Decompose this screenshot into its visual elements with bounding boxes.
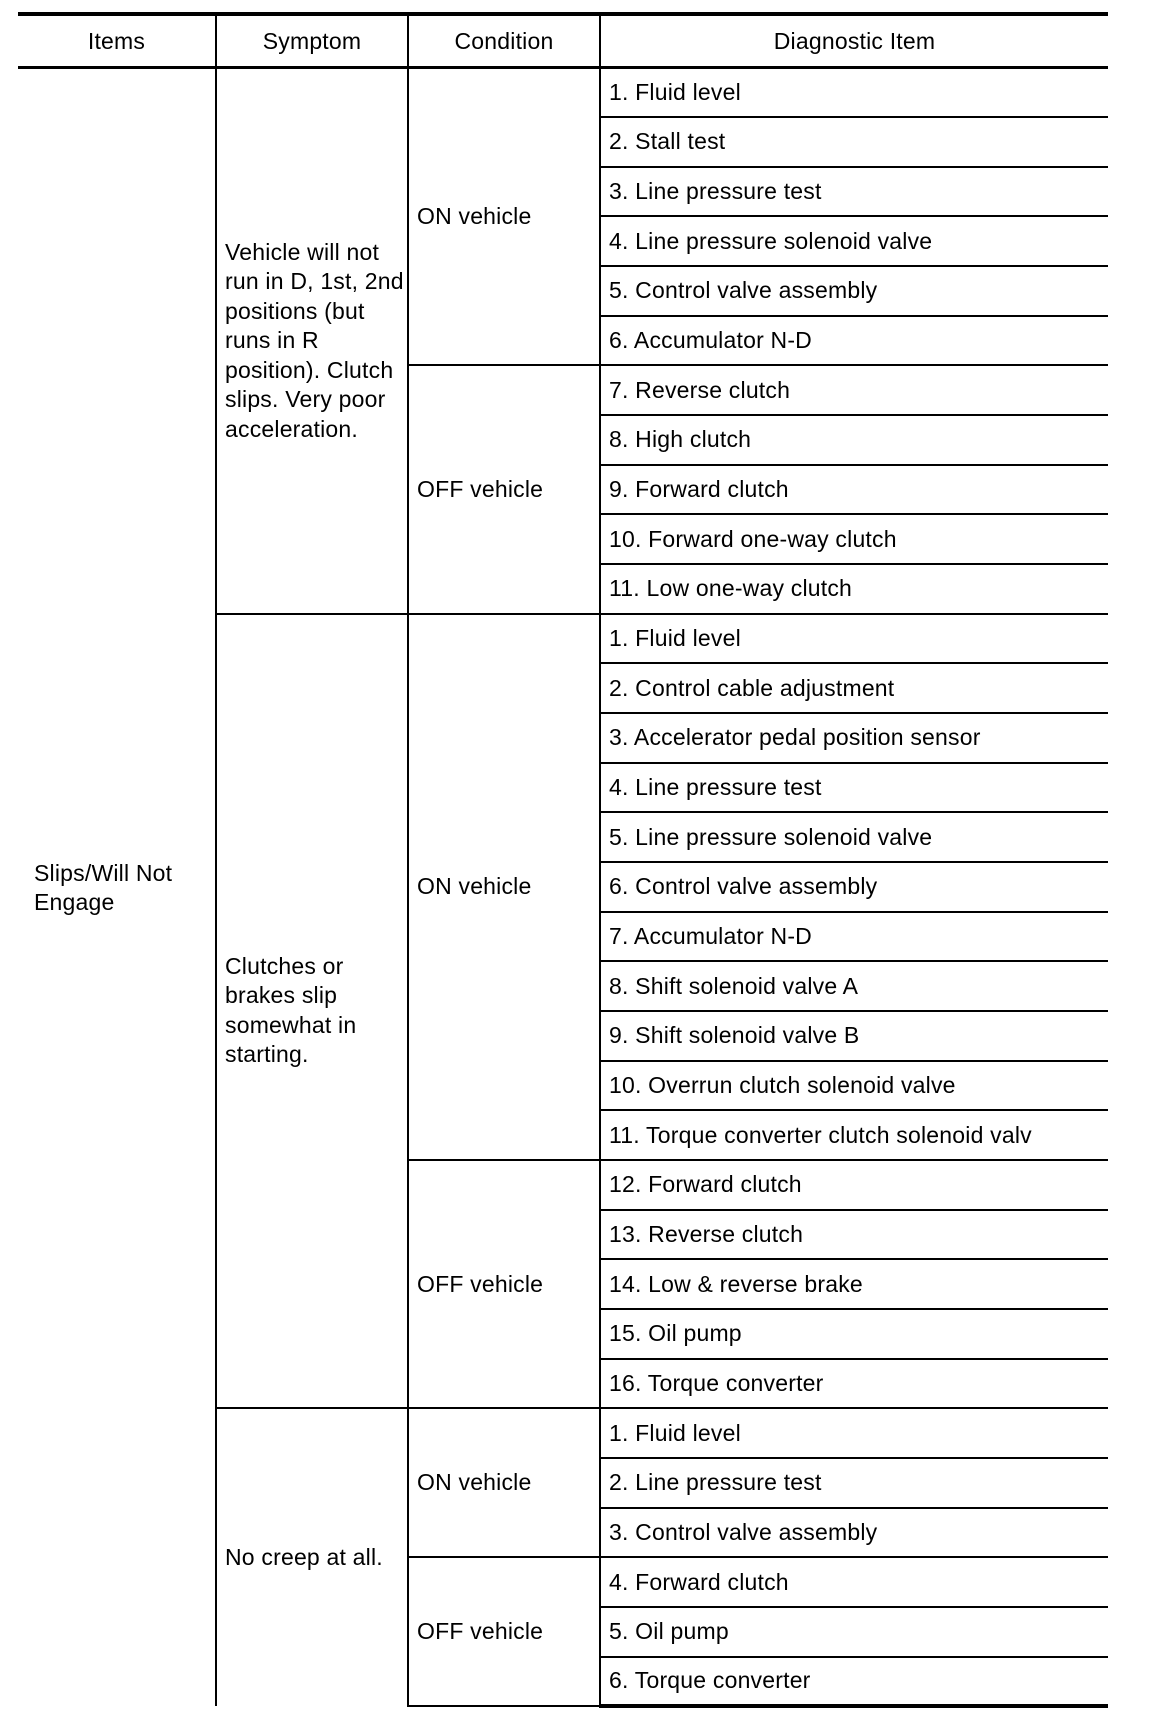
diagnostic-item-cell: 14. Low & reverse brake — [600, 1259, 1108, 1309]
condition-cell: OFF vehicle — [408, 1160, 600, 1408]
diagnostic-item-cell: 10. Forward one-way clutch — [600, 514, 1108, 564]
symptom-cell: Vehicle will not run in D, 1st, 2nd positions (but runs in R position). Clutch slips. Very poor acceleration. — [216, 68, 408, 614]
table-row — [18, 68, 1108, 118]
diagnostic-item-cell: 4. Forward clutch — [600, 1557, 1108, 1607]
diagnostic-item-cell: 1. Fluid level — [600, 614, 1108, 664]
header-items: Items — [18, 14, 216, 68]
condition-cell: ON vehicle — [408, 614, 600, 1160]
diagnostic-item-cell: 15. Oil pump — [600, 1309, 1108, 1359]
condition-cell: ON vehicle — [408, 68, 600, 366]
header-row — [18, 14, 1108, 68]
diagnostic-item-cell: 5. Line pressure solenoid valve — [600, 812, 1108, 862]
diagnostic-item-cell: 1. Fluid level — [600, 68, 1108, 118]
diagnostic-item-cell: 8. Shift solenoid valve A — [600, 961, 1108, 1011]
header-diagnostic-item: Diagnostic Item — [600, 14, 1108, 68]
diagnostic-item-cell: 13. Reverse clutch — [600, 1210, 1108, 1260]
diagnostic-item-cell: 2. Control cable adjustment — [600, 663, 1108, 713]
symptom-cell: Clutches or brakes slip somewhat in starting. — [216, 614, 408, 1409]
items-cell: Slips/Will Not Engage — [34, 859, 173, 915]
table-header — [18, 14, 1108, 68]
diagnostic-item-cell: 12. Forward clutch — [600, 1160, 1108, 1210]
diagnostic-item-cell: 2. Stall test — [600, 117, 1108, 167]
condition-cell: OFF vehicle — [408, 1557, 600, 1706]
diagnostic-item-cell: 9. Shift solenoid valve B — [600, 1011, 1108, 1061]
header-symptom: Symptom — [216, 14, 408, 68]
diagnostic-item-cell: 4. Line pressure test — [600, 763, 1108, 813]
diagnostic-item-cell: 2. Line pressure test — [600, 1458, 1108, 1508]
symptom-cell: No creep at all. — [216, 1408, 408, 1706]
diagnostic-item-cell: 3. Line pressure test — [600, 167, 1108, 217]
diagnostic-item-cell: 3. Accelerator pedal position sensor — [600, 713, 1108, 763]
diagnostic-item-cell: 11. Low one-way clutch — [600, 564, 1108, 614]
diagnostic-table — [18, 12, 1108, 1708]
diagnostic-item-cell: 10. Overrun clutch solenoid valve — [600, 1061, 1108, 1111]
diagnostic-item-cell: 5. Control valve assembly — [600, 266, 1108, 316]
diagnostic-item-cell: 7. Reverse clutch — [600, 365, 1108, 415]
diagnostic-item-cell: 8. High clutch — [600, 415, 1108, 465]
diagnostic-item-cell: 7. Accumulator N-D — [600, 912, 1108, 962]
diagnostic-item-cell: 6. Torque converter — [600, 1657, 1108, 1707]
diagnostic-item-cell: 6. Control valve assembly — [600, 862, 1108, 912]
diagnostic-item-cell: 1. Fluid level — [600, 1408, 1108, 1458]
condition-cell: ON vehicle — [408, 1408, 600, 1557]
table-body — [18, 68, 1108, 1707]
diagnostic-item-cell: 9. Forward clutch — [600, 465, 1108, 515]
diagnostic-item-cell: 16. Torque converter — [600, 1359, 1108, 1409]
condition-cell: OFF vehicle — [408, 365, 600, 613]
diagnostic-item-cell: 3. Control valve assembly — [600, 1508, 1108, 1558]
diagnostic-item-cell: 5. Oil pump — [600, 1607, 1108, 1657]
header-condition: Condition — [408, 14, 600, 68]
diagnostic-item-cell: 4. Line pressure solenoid valve — [600, 216, 1108, 266]
diagnostic-item-cell: 11. Torque converter clutch solenoid valv — [600, 1110, 1108, 1160]
diagnostic-item-cell: 6. Accumulator N-D — [600, 316, 1108, 366]
